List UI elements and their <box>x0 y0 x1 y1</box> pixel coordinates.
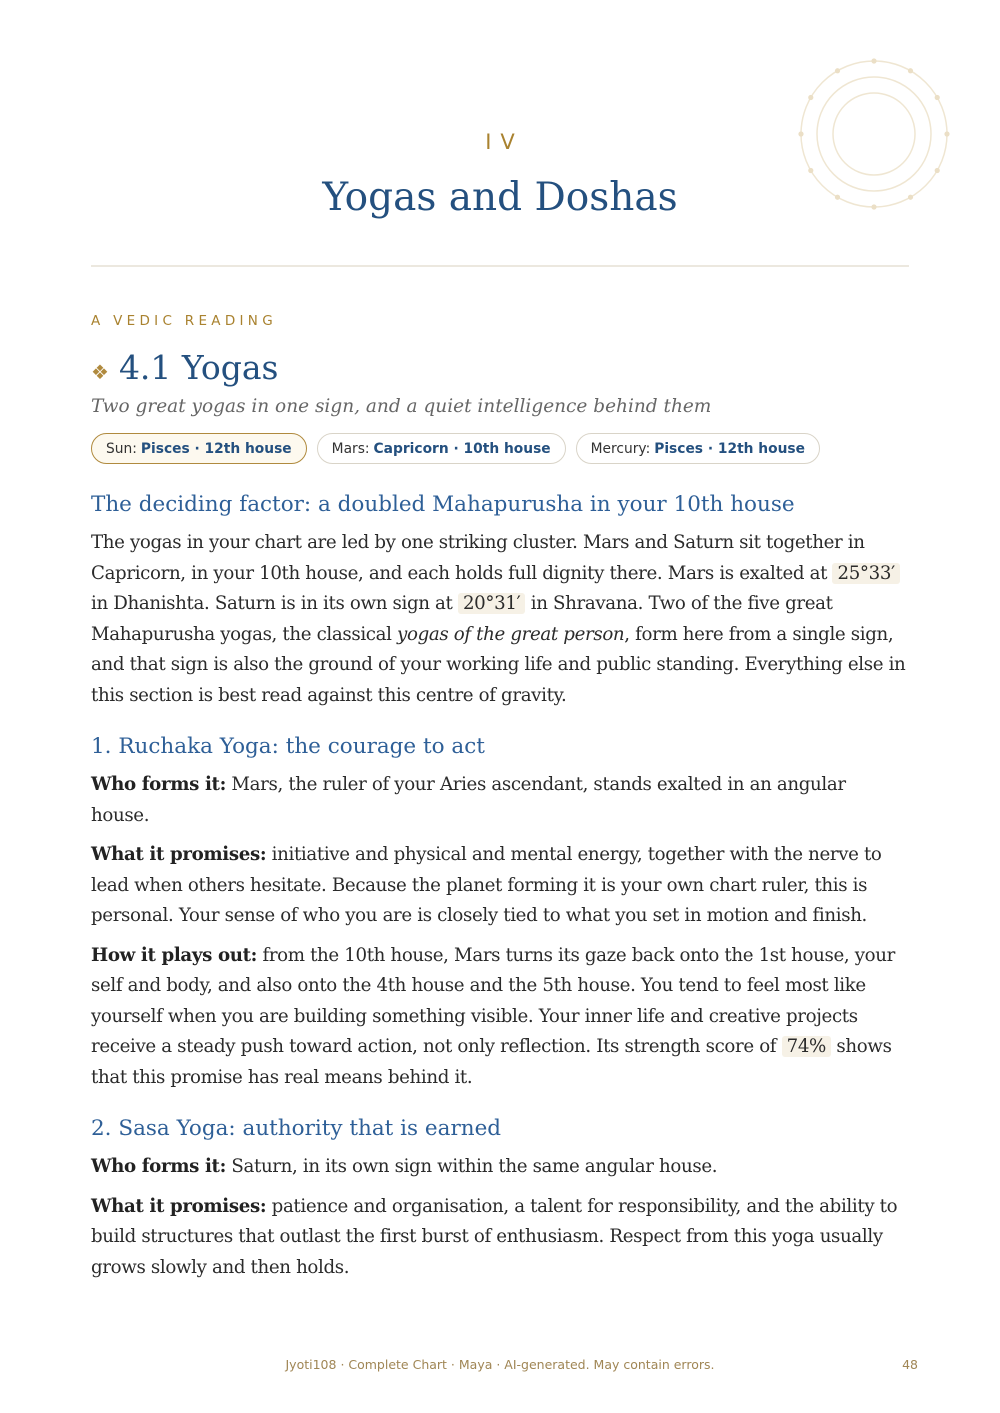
chip-mercury[interactable] <box>576 433 820 464</box>
intro-heading: The deciding factor: a doubled Mahapurusha in your 10th house <box>91 492 795 517</box>
intro-text-3: in Shravana. Two of the five great Mahapurusha yogas, the classical <box>91 593 833 645</box>
ornament-dot <box>808 95 813 100</box>
intro-italic-term: yogas of the great person <box>397 623 625 645</box>
intro-text-4: , form here from a single sign, and that sign is also the ground of your working life and public standing. Everything else in this section is best read against this centre of gravity. <box>91 623 906 706</box>
section-heading <box>91 346 909 390</box>
who-label: Who forms it: <box>91 774 226 795</box>
ornament-dot <box>908 68 913 73</box>
who-label: Who forms it: <box>91 1156 226 1177</box>
saturn-degree: 20°31′ <box>458 593 525 614</box>
chip-label: Mercury: <box>590 440 651 457</box>
chip-sun[interactable] <box>91 433 307 464</box>
ornament-dot <box>835 68 840 73</box>
chip-mars[interactable] <box>317 433 566 464</box>
chip-label: Mars: <box>331 440 370 457</box>
section-subtitle: Two great yogas in one sign, and a quiet intelligence behind them <box>91 396 712 417</box>
ruchaka-who <box>91 770 909 831</box>
chip-value: Capricorn · 10th house <box>373 440 551 457</box>
sasa-what <box>91 1192 909 1284</box>
sasa-heading: 2. Sasa Yoga: authority that is earned <box>91 1116 502 1141</box>
chip-label: Sun: <box>106 440 137 457</box>
how-text-end: shows that this promise has real means behind it. <box>91 1036 892 1088</box>
strength-score: 74% <box>782 1036 831 1057</box>
chip-value: Pisces · 12th house <box>140 440 292 457</box>
page-number: 48 <box>902 1357 918 1372</box>
what-text: initiative and physical and mental energy, together with the nerve to lead when others hesitate. Because the planet forming it is your own chart ruler, this is personal. Your sense of who you are is closely tied to what you set in motion and finish. <box>91 844 882 926</box>
intro-text-2: in Dhanishta. Saturn is in its own sign at <box>91 593 458 614</box>
chapter-numeral: IV <box>485 130 524 154</box>
ruchaka-what <box>91 840 909 932</box>
sasa-who <box>91 1152 909 1183</box>
page-footer: Jyoti108 · Complete Chart · Maya · AI-generated. May contain errors. <box>285 1357 715 1372</box>
section-heading-text: 4.1 Yogas <box>118 348 279 387</box>
diamond-cluster-icon: ❖ <box>91 360 109 384</box>
intro-paragraph <box>91 528 909 711</box>
planet-chips <box>91 433 909 464</box>
who-text: Mars, the ruler of your Aries ascendant, stands exalted in an angular house. <box>91 774 846 826</box>
what-label: What it promises: <box>91 1195 267 1217</box>
ruchaka-heading: 1. Ruchaka Yoga: the courage to act <box>91 734 485 759</box>
chip-value: Pisces · 12th house <box>654 440 805 457</box>
intro-text-1: The yogas in your chart are led by one striking cluster. Mars and Saturn sit together in Capricorn, in your 10th house, and each holds full dignity there. Mars is exalted at <box>91 532 865 584</box>
mars-degree: 25°33′ <box>832 563 899 584</box>
how-text: from the 10th house, Mars turns its gaze back onto the 1st house, your self and body, and also onto the 4th house and the 5th house. You tend to feel most like yourself when you are building something visible. Your inner life and creative projects receive a steady push toward action, not only reflection. Its strength score of <box>91 944 895 1057</box>
ornament-dot <box>935 95 940 100</box>
what-label: What it promises: <box>91 844 267 865</box>
who-text: Saturn, in its own sign within the same angular house. <box>225 1156 718 1177</box>
ruchaka-how <box>91 941 909 1094</box>
section-eyebrow: A VEDIC READING <box>91 313 277 329</box>
main-content <box>91 310 909 1283</box>
how-label: How it plays out: <box>91 944 258 966</box>
ornament-dot <box>871 58 876 63</box>
header-divider <box>91 265 909 267</box>
what-text: patience and organisation, a talent for responsibility, and the ability to build structures that outlast the first burst of enthusiasm. Respect from this yoga usually grows slowly and then holds. <box>91 1195 898 1278</box>
chapter-title: Yogas and Doshas <box>322 175 678 220</box>
